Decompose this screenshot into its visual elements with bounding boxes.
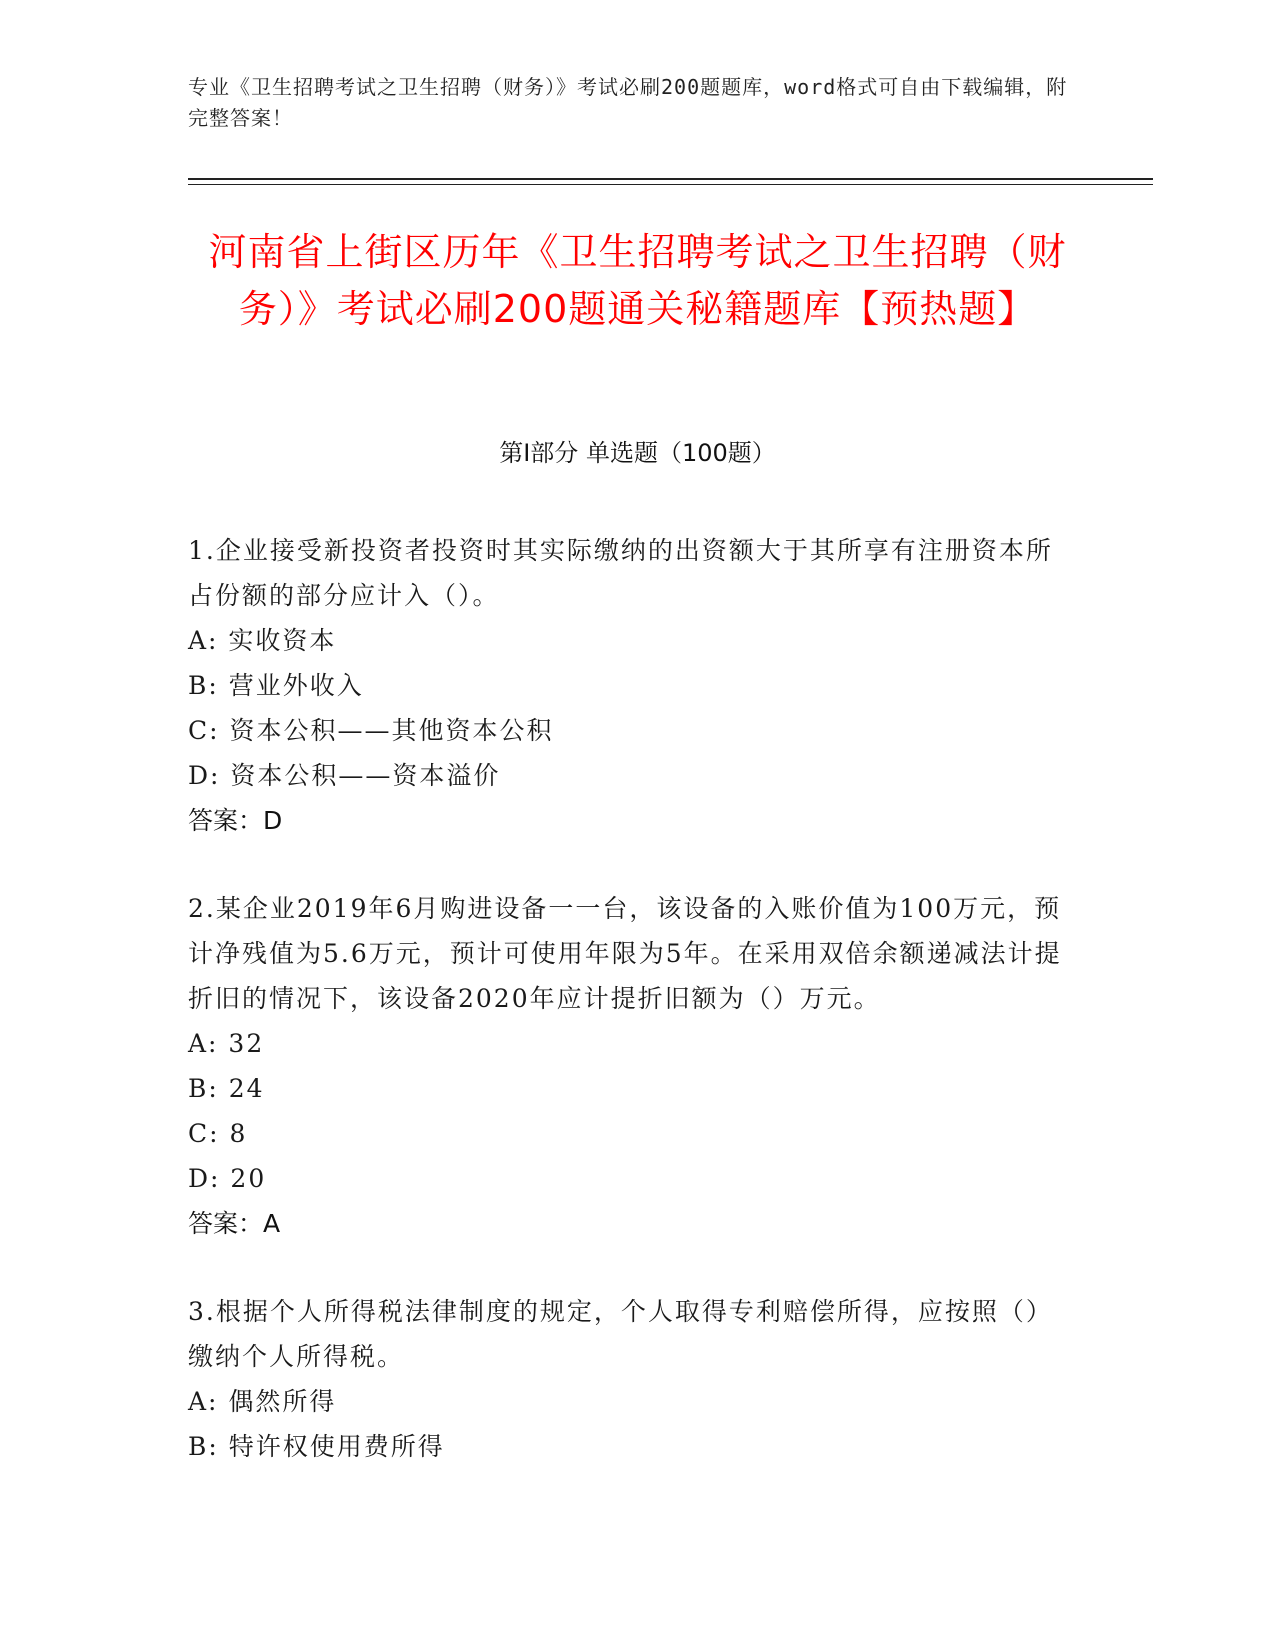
question-option-a: A: 偶然所得 — [188, 1387, 337, 1416]
question-answer: 答案：D — [188, 806, 283, 835]
header-divider-thick — [188, 178, 1153, 180]
question-1 — [188, 528, 1078, 843]
question-2 — [188, 886, 1078, 1246]
question-option-a: A: 32 — [188, 1029, 265, 1058]
question-option-c: C: 资本公积——其他资本公积 — [188, 716, 554, 745]
question-option-c: C: 8 — [188, 1119, 248, 1148]
question-option-b: B: 特许权使用费所得 — [188, 1432, 445, 1461]
question-option-a: A: 实收资本 — [188, 626, 337, 655]
document-title: 河南省上街区历年《卫生招聘考试之卫生招聘（财务）》考试必刷200题通关秘籍题库【预热题】 — [208, 230, 1067, 331]
question-3 — [188, 1289, 1078, 1469]
question-stem: 2.某企业2019年6月购进设备一一台，该设备的入账价值为100万元，预计净残值为5.6万元，预计可使用年限为5年。在采用双倍余额递减法计提折旧的情况下，该设备2020年应计提折旧额为（）万元。 — [188, 894, 1062, 1013]
question-option-b: B: 24 — [188, 1074, 265, 1103]
question-option-b: B: 营业外收入 — [188, 671, 364, 700]
question-option-d: D: 资本公积——资本溢价 — [188, 761, 501, 790]
section-title: 第I部分 单选题（100题） — [499, 439, 776, 467]
question-stem: 1.企业接受新投资者投资时其实际缴纳的出资额大于其所享有注册资本所占份额的部分应计入（）。 — [188, 536, 1053, 610]
question-stem: 3.根据个人所得税法律制度的规定，个人取得专利赔偿所得，应按照（）缴纳个人所得税。 — [188, 1297, 1053, 1371]
question-option-d: D: 20 — [188, 1164, 267, 1193]
header-note: 专业《卫生招聘考试之卫生招聘（财务）》考试必刷200题题库，word格式可自由下载编辑，附完整答案！ — [188, 75, 1068, 130]
question-list — [188, 528, 1078, 1512]
header-divider-thin — [188, 184, 1153, 185]
question-answer: 答案：A — [188, 1209, 281, 1238]
